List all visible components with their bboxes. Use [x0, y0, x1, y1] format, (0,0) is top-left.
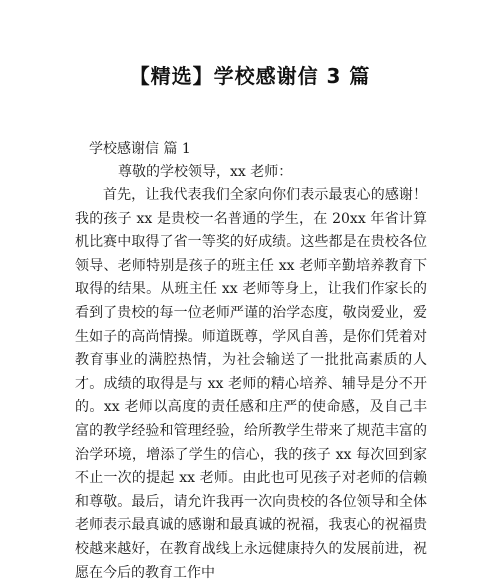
document-title: 【精选】学校感谢信 3 篇 [129, 64, 371, 88]
section-heading: 学校感谢信 篇 1 [89, 141, 191, 157]
letter-salutation: 尊敬的学校领导，xx 老师： [118, 164, 293, 180]
letter-body: 首先，让我代表我们全家向你们表示最衷心的感谢！我的孩子 xx 是贵校一名普通的学生，在 20xx 年省计算机比赛中取得了省一等奖的好成绩。这些都是在贵校各位领导、老师特别是孩子的班主任 xx 老师辛勤培养教育下取得的结果。从班主任 xx 老师等身上，让我们作家长的看到了贵校的每一位老师严谨的治学态度，敬岗爱业，爱生如子的高尚情操。师道既尊，学风自善，是你们凭着对教育事业的满腔热情，为社会输送了一批批高素质的人才。成绩的取得是与 xx 老师的精心培养、辅导是分不开的。xx 老师以高度的责任感和庄严的使命感，及自己丰富的教学经验和管理经验，给所教学生带来了规范丰富的治学环境，增添了学生的信心，我的孩子 xx 每次回到家不止一次的提起 xx 老师。由此也可见孩子对老师的信赖和尊敬。最后，请允许我再一次向贵校的各位领导和全体老师表示最真诚的感谢和最真诚的祝福，我衷心的祝福贵校越来越好，在教育战线上永远健康持久的发展前进，祝愿在今后的教育工作中 [75, 187, 427, 581]
